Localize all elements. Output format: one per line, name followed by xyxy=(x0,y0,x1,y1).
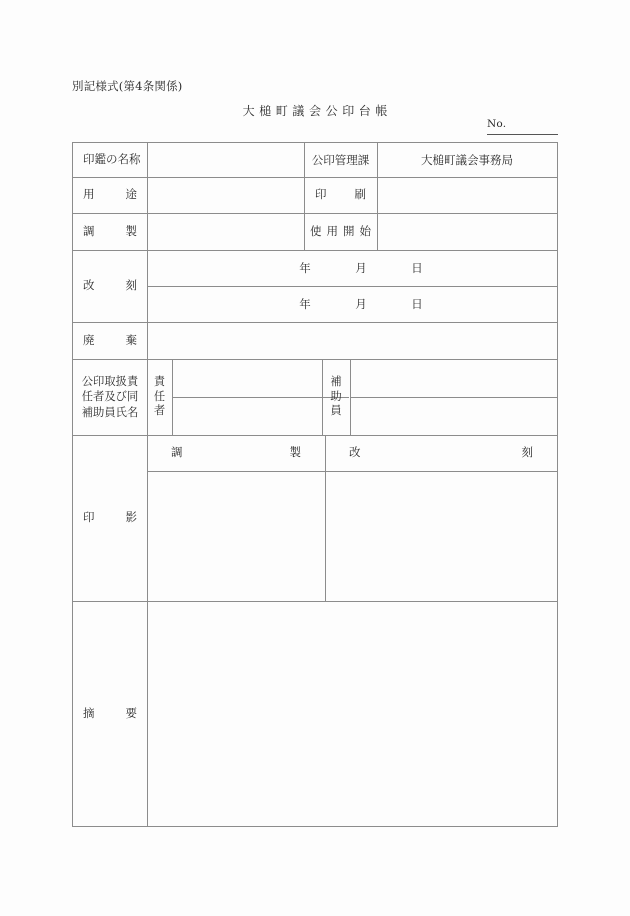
cell-discard-value[interactable] xyxy=(147,322,557,359)
cell-impression-label xyxy=(73,435,147,601)
page-title: 大槌町議会公印台帳 xyxy=(242,104,392,118)
recarve-date-row-1[interactable] xyxy=(147,250,630,286)
cell-manager-value-1[interactable] xyxy=(172,359,322,397)
cell-made-label xyxy=(73,213,147,250)
cell-impression-made-header xyxy=(147,435,325,471)
made-label: 調製 xyxy=(83,223,137,238)
impression-label: 印影 xyxy=(83,510,137,525)
cell-manager-value-2[interactable] xyxy=(172,397,322,435)
cell-purpose-value[interactable] xyxy=(147,177,304,213)
cell-impression-made-area[interactable] xyxy=(147,471,325,601)
cell-assistant-value-2[interactable] xyxy=(350,397,557,435)
cell-purpose-label xyxy=(73,177,147,213)
cell-handlers-label xyxy=(73,359,147,435)
cell-print-label xyxy=(304,177,377,213)
purpose-label: 用途 xyxy=(83,187,137,202)
discard-label: 廃棄 xyxy=(83,332,137,347)
recarve-year-2: 年 xyxy=(299,297,311,311)
recarve-month-2: 月 xyxy=(355,297,367,311)
recarve-date-row-2[interactable] xyxy=(147,286,630,322)
cell-manager-label xyxy=(147,359,172,435)
recarve-label: 改刻 xyxy=(83,278,137,293)
no-field[interactable] xyxy=(487,118,558,135)
cell-discard-label xyxy=(73,322,147,359)
cell-impression-recarve-header xyxy=(325,435,557,471)
cell-seal-name-label xyxy=(73,143,147,177)
cell-use-start-label xyxy=(304,213,377,250)
impression-made-header: 調製 xyxy=(171,445,301,460)
cell-seal-dept-label xyxy=(304,143,377,177)
print-label: 印刷 xyxy=(315,187,366,202)
cell-assistant-value-1[interactable] xyxy=(350,359,557,397)
recarve-year-1: 年 xyxy=(299,261,311,275)
cell-remarks-label xyxy=(73,601,147,826)
register-table xyxy=(72,142,558,827)
seal-dept-value: 大槌町議会事務局 xyxy=(421,153,513,167)
recarve-day-1: 日 xyxy=(411,261,423,275)
cell-made-value[interactable] xyxy=(147,213,304,250)
cell-seal-dept-value[interactable] xyxy=(377,143,557,177)
assistant-label: 補 助 員 xyxy=(330,375,342,418)
cell-recarve-label xyxy=(73,250,147,322)
cell-use-start-value[interactable] xyxy=(377,213,557,250)
cell-impression-recarve-area[interactable] xyxy=(325,471,557,601)
recarve-day-2: 日 xyxy=(411,297,423,311)
cell-seal-name-value[interactable] xyxy=(147,143,304,177)
cell-remarks-value[interactable] xyxy=(147,601,557,826)
manager-label: 責 任 者 xyxy=(153,375,166,418)
remarks-label: 摘要 xyxy=(83,705,137,720)
no-label: No. xyxy=(487,118,507,130)
form-code: 別記様式(第4条関係) xyxy=(72,79,183,93)
recarve-month-1: 月 xyxy=(355,261,367,275)
cell-print-value[interactable] xyxy=(377,177,557,213)
impression-recarve-header: 改刻 xyxy=(349,445,533,460)
seal-dept-label: 公印管理課 xyxy=(311,153,370,167)
cell-assistant-label xyxy=(322,359,350,435)
use-start-label: 使用開始 xyxy=(310,223,371,238)
seal-name-label: 印鑑の名称 xyxy=(83,152,141,167)
handlers-label: 公印取扱責 任者及び同 補助員氏名 xyxy=(81,375,139,419)
